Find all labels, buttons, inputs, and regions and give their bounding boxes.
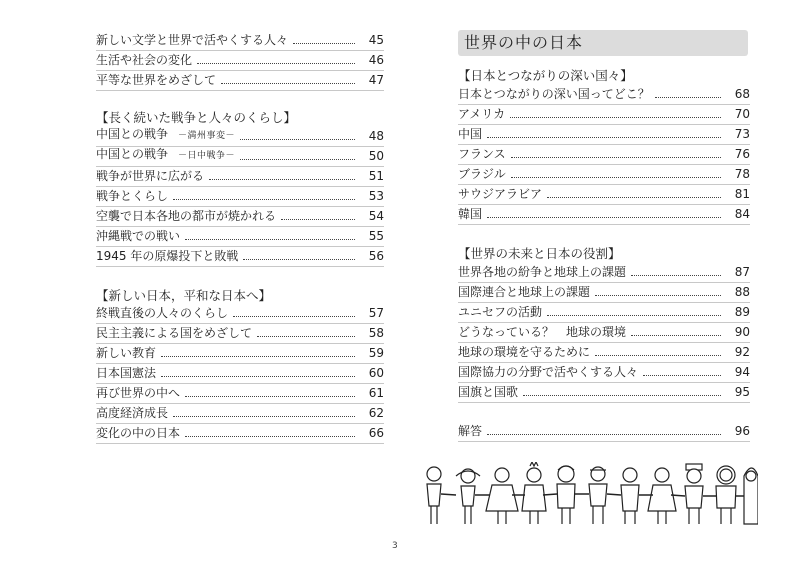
toc-entry[interactable] [96, 403, 384, 424]
toc-entry-title: 再び世界の中へ [96, 386, 181, 400]
child-figure-icon [456, 469, 480, 524]
toc-entry[interactable] [96, 146, 384, 167]
dot-leader [240, 139, 355, 140]
toc-entry[interactable] [96, 126, 384, 147]
dot-leader [209, 179, 355, 180]
toc-entry-page: 56 [368, 249, 384, 263]
dot-leader [511, 177, 721, 178]
toc-entry-title: 中国との戦争 －満州事変－ [96, 127, 236, 141]
toc-entry[interactable] [458, 382, 750, 403]
toc-entry-title: 1945 年の原爆投下と敗戦 [96, 249, 239, 263]
dot-leader [487, 434, 721, 435]
toc-entry[interactable] [458, 184, 750, 205]
toc-entry-title: フランス [458, 147, 506, 161]
toc-entry[interactable] [96, 363, 384, 384]
dot-leader [173, 199, 355, 200]
toc-entry-title: 新しい文学と世界で活やくする人々 [96, 33, 289, 47]
toc-entry-title: アメリカ [458, 107, 506, 121]
toc-entry[interactable] [458, 164, 750, 185]
toc-entry-title: 変化の中の日本 [96, 426, 181, 440]
toc-entry[interactable] [458, 124, 750, 145]
dot-leader [595, 295, 721, 296]
toc-entry-page: 48 [368, 129, 384, 143]
section-heading-new-japan: 【新しい日本，平和な日本へ】 [96, 288, 272, 303]
child-figure-icon [557, 466, 575, 524]
child-figure-icon [744, 468, 758, 524]
toc-entry[interactable] [96, 166, 384, 187]
toc-entry-title: ブラジル [458, 167, 506, 181]
held-hands-line [441, 494, 744, 496]
dot-leader [257, 336, 355, 337]
toc-entry-title: 世界各地の紛争と地球上の課題 [458, 265, 627, 279]
toc-entry-page: 90 [734, 325, 750, 339]
dot-leader [655, 97, 721, 98]
toc-entry-title: 解答 [458, 424, 483, 438]
toc-entry-title: 国旗と国歌 [458, 385, 519, 399]
dot-leader [197, 63, 355, 64]
toc-entry[interactable] [458, 84, 750, 105]
dot-leader [185, 436, 355, 437]
toc-entry-title: 韓国 [458, 207, 483, 221]
section-heading-war: 【長く続いた戦争と人々のくらし】 [96, 110, 297, 125]
dot-leader [293, 43, 355, 44]
dot-leader [173, 416, 355, 417]
toc-entry-page: 68 [734, 87, 750, 101]
toc-entry[interactable] [96, 423, 384, 444]
toc-entry-title: 日本国憲法 [96, 366, 157, 380]
toc-entry[interactable] [96, 246, 384, 267]
dot-leader [185, 239, 355, 240]
toc-entry-page: 61 [368, 386, 384, 400]
children-holding-hands-illustration [422, 462, 758, 532]
toc-entry[interactable] [96, 383, 384, 404]
child-figure-icon [486, 468, 518, 524]
toc-entry-page: 59 [368, 346, 384, 360]
toc-entry-page: 76 [734, 147, 750, 161]
toc-entry[interactable] [458, 282, 750, 303]
toc-entry-page: 62 [368, 406, 384, 420]
dot-leader [631, 275, 721, 276]
toc-entry[interactable] [96, 186, 384, 207]
toc-entry-title: 空襲で日本各地の都市が焼かれる [96, 209, 277, 223]
dot-leader [185, 396, 355, 397]
toc-entry[interactable] [96, 50, 384, 71]
toc-entry-page: 96 [734, 424, 750, 438]
toc-entry-page: 51 [368, 169, 384, 183]
toc-entry-title: 国際協力の分野で活やくする人々 [458, 365, 639, 379]
section-heading-future: 【世界の未来と日本の役割】 [458, 246, 621, 261]
toc-entry-title: 終戦直後の人々のくらし [96, 306, 229, 320]
toc-entry[interactable] [458, 204, 750, 225]
dot-leader [243, 259, 355, 260]
dot-leader [523, 395, 721, 396]
toc-entry-page: 94 [734, 365, 750, 379]
toc-entry-page: 60 [368, 366, 384, 380]
toc-entry-title: 中国 [458, 127, 483, 141]
toc-entry-page: 50 [368, 149, 384, 163]
toc-entry[interactable] [96, 303, 384, 324]
dot-leader [643, 375, 721, 376]
dot-leader [240, 159, 355, 160]
toc-entry-answers[interactable] [458, 421, 750, 442]
toc-entry-page: 73 [734, 127, 750, 141]
child-figure-icon [716, 466, 736, 524]
toc-entry[interactable] [458, 342, 750, 363]
toc-entry[interactable] [96, 343, 384, 364]
toc-entry-page: 58 [368, 326, 384, 340]
toc-entry-page: 66 [368, 426, 384, 440]
dot-leader [281, 219, 355, 220]
toc-entry-title: 戦争とくらし [96, 189, 169, 203]
toc-entry[interactable] [458, 362, 750, 383]
dot-leader [631, 335, 721, 336]
toc-entry-page: 45 [368, 33, 384, 47]
toc-entry-title: ユニセフの活動 [458, 305, 543, 319]
dot-leader [595, 355, 721, 356]
dot-leader [233, 316, 355, 317]
section-heading-countries: 【日本とつながりの深い国々】 [458, 68, 633, 83]
child-figure-icon [621, 468, 639, 524]
child-figure-icon [648, 468, 676, 524]
toc-entry-title: 民主主義による国をめざして [96, 326, 253, 340]
toc-entry-title: 中国との戦争 －日中戦争－ [96, 147, 236, 161]
child-figure-icon [685, 464, 703, 524]
toc-entry-page: 46 [368, 53, 384, 67]
toc-entry-title: 日本とつながりの深い国ってどこ？ [458, 87, 650, 101]
toc-entry[interactable] [96, 70, 384, 91]
toc-entry-page: 89 [734, 305, 750, 319]
dot-leader [161, 376, 355, 377]
child-figure-icon [522, 462, 546, 524]
toc-entry-page: 47 [368, 73, 384, 87]
toc-entry-page: 54 [368, 209, 384, 223]
toc-entry-page: 88 [734, 285, 750, 299]
toc-entry-title: 戦争が世界に広がる [96, 169, 205, 183]
toc-entry-page: 53 [368, 189, 384, 203]
toc-entry[interactable] [458, 262, 750, 283]
dot-leader [221, 83, 355, 84]
chapter-title: 世界の中の日本 [458, 30, 748, 56]
toc-entry-page: 57 [368, 306, 384, 320]
dot-leader [487, 137, 721, 138]
toc-entry-subtitle: －日中戦争－ [178, 151, 236, 161]
toc-entry[interactable] [458, 104, 750, 125]
toc-entry-subtitle: －満州事変－ [178, 131, 236, 141]
dot-leader [547, 315, 721, 316]
toc-entry-title: どうなっている？ 地球の環境 [458, 325, 627, 339]
toc-entry-page: 78 [734, 167, 750, 181]
toc-entry-title: サウジアラビア [458, 187, 543, 201]
toc-entry[interactable] [96, 30, 384, 51]
toc-entry-title: 生活や社会の変化 [96, 53, 193, 67]
page-number: 3 [392, 541, 398, 551]
toc-entry-title: 新しい教育 [96, 346, 157, 360]
dot-leader [511, 157, 721, 158]
dot-leader [161, 356, 355, 357]
toc-entry-title: 平等な世界をめざして [96, 73, 217, 87]
toc-entry-page: 92 [734, 345, 750, 359]
toc-entry-title: 地球の環境を守るために [458, 345, 591, 359]
toc-entry-title: 沖縄戦での戦い [96, 229, 181, 243]
toc-entry-page: 87 [734, 265, 750, 279]
toc-entry-title: 国際連合と地球上の課題 [458, 285, 591, 299]
toc-entry-page: 55 [368, 229, 384, 243]
child-figure-icon [589, 467, 607, 524]
dot-leader [510, 117, 721, 118]
toc-entry-page: 95 [734, 385, 750, 399]
toc-entry-page: 84 [734, 207, 750, 221]
toc-entry-page: 81 [734, 187, 750, 201]
toc-entry[interactable] [96, 323, 384, 344]
child-figure-icon [427, 467, 441, 524]
dot-leader [547, 197, 721, 198]
toc-entry[interactable] [458, 322, 750, 343]
toc-entry[interactable] [458, 144, 750, 165]
toc-entry[interactable] [96, 206, 384, 227]
toc-entry-page: 70 [734, 107, 750, 121]
toc-entry[interactable] [96, 226, 384, 247]
dot-leader [487, 217, 721, 218]
toc-entry-title: 高度経済成長 [96, 406, 169, 420]
toc-entry[interactable] [458, 302, 750, 323]
